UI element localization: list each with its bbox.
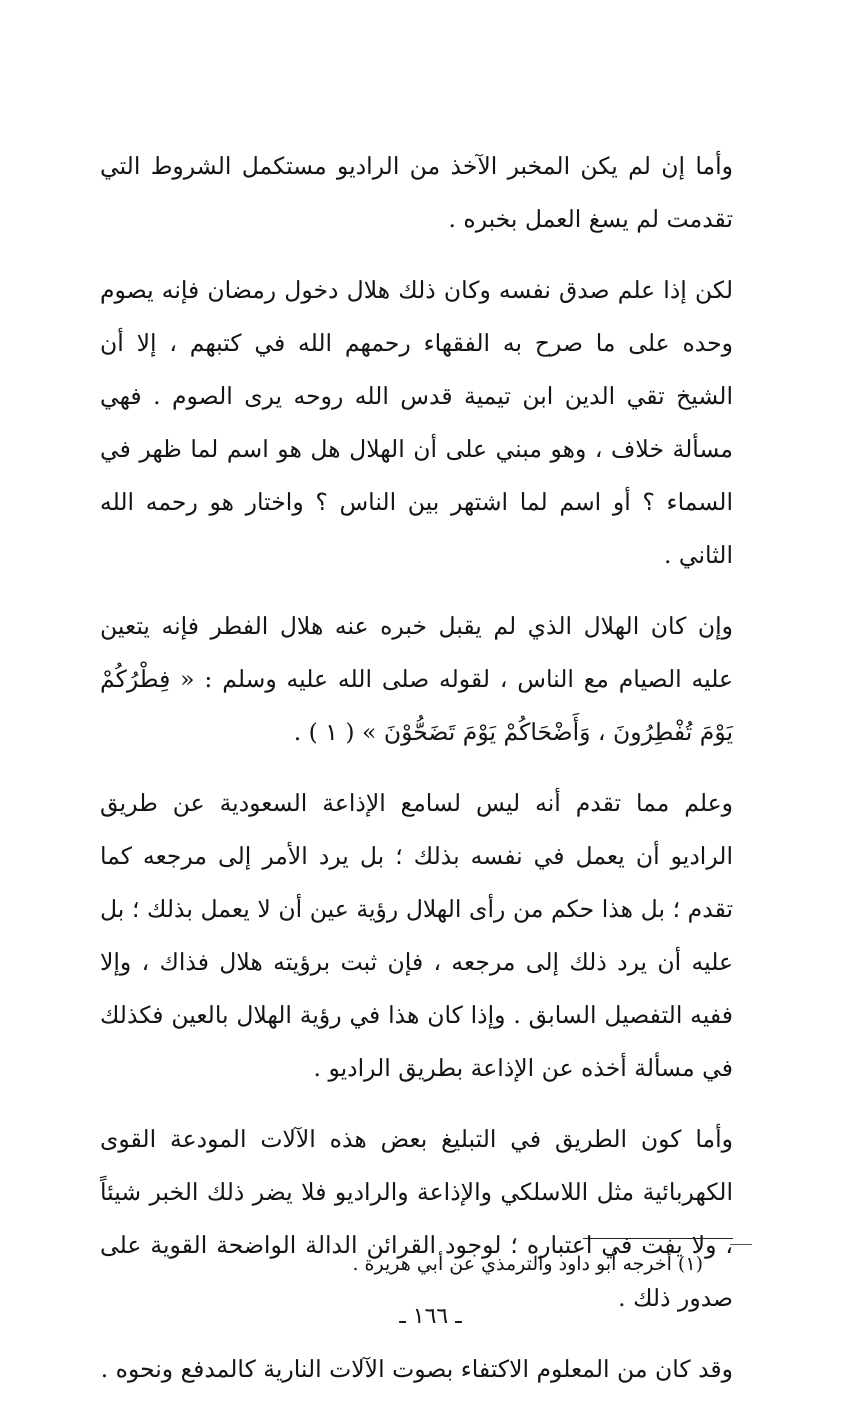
page-number: ـ ١٦٦ ـ	[399, 1304, 462, 1329]
paragraph-4: وعلم مما تقدم أنه ليس لسامع الإذاعة السعودية عن طريق الراديو أن يعمل في نفسه بذلك ؛ بل يرد الأمر إلى مرجعه كما تقدم ؛ بل هذا حكم من رأى الهلال رؤية عين أن لا يعمل بذلك ؛ بل عليه أن يرد ذلك إلى مرجعه ، فإن ثبت برؤيته هلال فذاك ، وإلا ففيه التفصيل السابق . وإذا كان هذا في رؤية الهلال بالعين فكذلك في مسألة أخذه عن الإذاعة بطريق الراديو .	[100, 789, 733, 1082]
closing-line: وقد كان من المعلوم الاكتفاء بصوت الآلات النارية كالمدفع ونحوه .	[100, 1355, 733, 1383]
paragraph-gap	[100, 246, 733, 264]
footnote-separator	[583, 1238, 733, 1239]
paragraph-5: وأما كون الطريق في التبليغ بعض هذه الآلات المودعة القوى الكهربائية مثل اللاسلكي والإذاعة والراديو فلا يضر ذلك الخبر شيئاً ، ولا يفت في اعتباره ؛ لوجود القرائن الدالة الواضحة القوية على صدور ذلك .	[100, 1125, 733, 1312]
footnote: (١) أخرجه أبو داود والترمذي عن أبي هريرة .	[352, 1253, 703, 1275]
paragraph-3: وإن كان الهلال الذي لم يقبل خبره عنه هلال الفطر فإنه يتعين عليه الصيام مع الناس ، لقوله صلى الله عليه وسلم : « فِطْرُكُمْ يَوْمَ تُفْطِرُونَ ، وَأَضْحَاكُمْ يَوْمَ تَضَحُّوْنَ » ( ١ ) .	[100, 612, 733, 746]
page-body	[100, 140, 733, 1396]
paragraph-gap	[100, 1095, 733, 1113]
footnote-separator-tail	[730, 1244, 752, 1245]
paragraph-gap	[100, 759, 733, 777]
paragraph-2: لكن إذا علم صدق نفسه وكان ذلك هلال دخول رمضان فإنه يصوم وحده على ما صرح به الفقهاء رحمهم الله في كتبهم ، إلا أن الشيخ تقي الدين ابن تيمية قدس الله روحه يرى الصوم . فهي مسألة خلاف ، وهو مبني على أن الهلال هل هو اسم لما ظهر في السماء ؟ أو اسم لما اشتهر بين الناس ؟ واختار هو رحمه الله الثاني .	[100, 276, 733, 569]
paragraph-1: وأما إن لم يكن المخبر الآخذ من الراديو مستكمل الشروط التي تقدمت لم يسغ العمل بخبره .	[100, 152, 733, 233]
paragraph-gap	[100, 582, 733, 600]
